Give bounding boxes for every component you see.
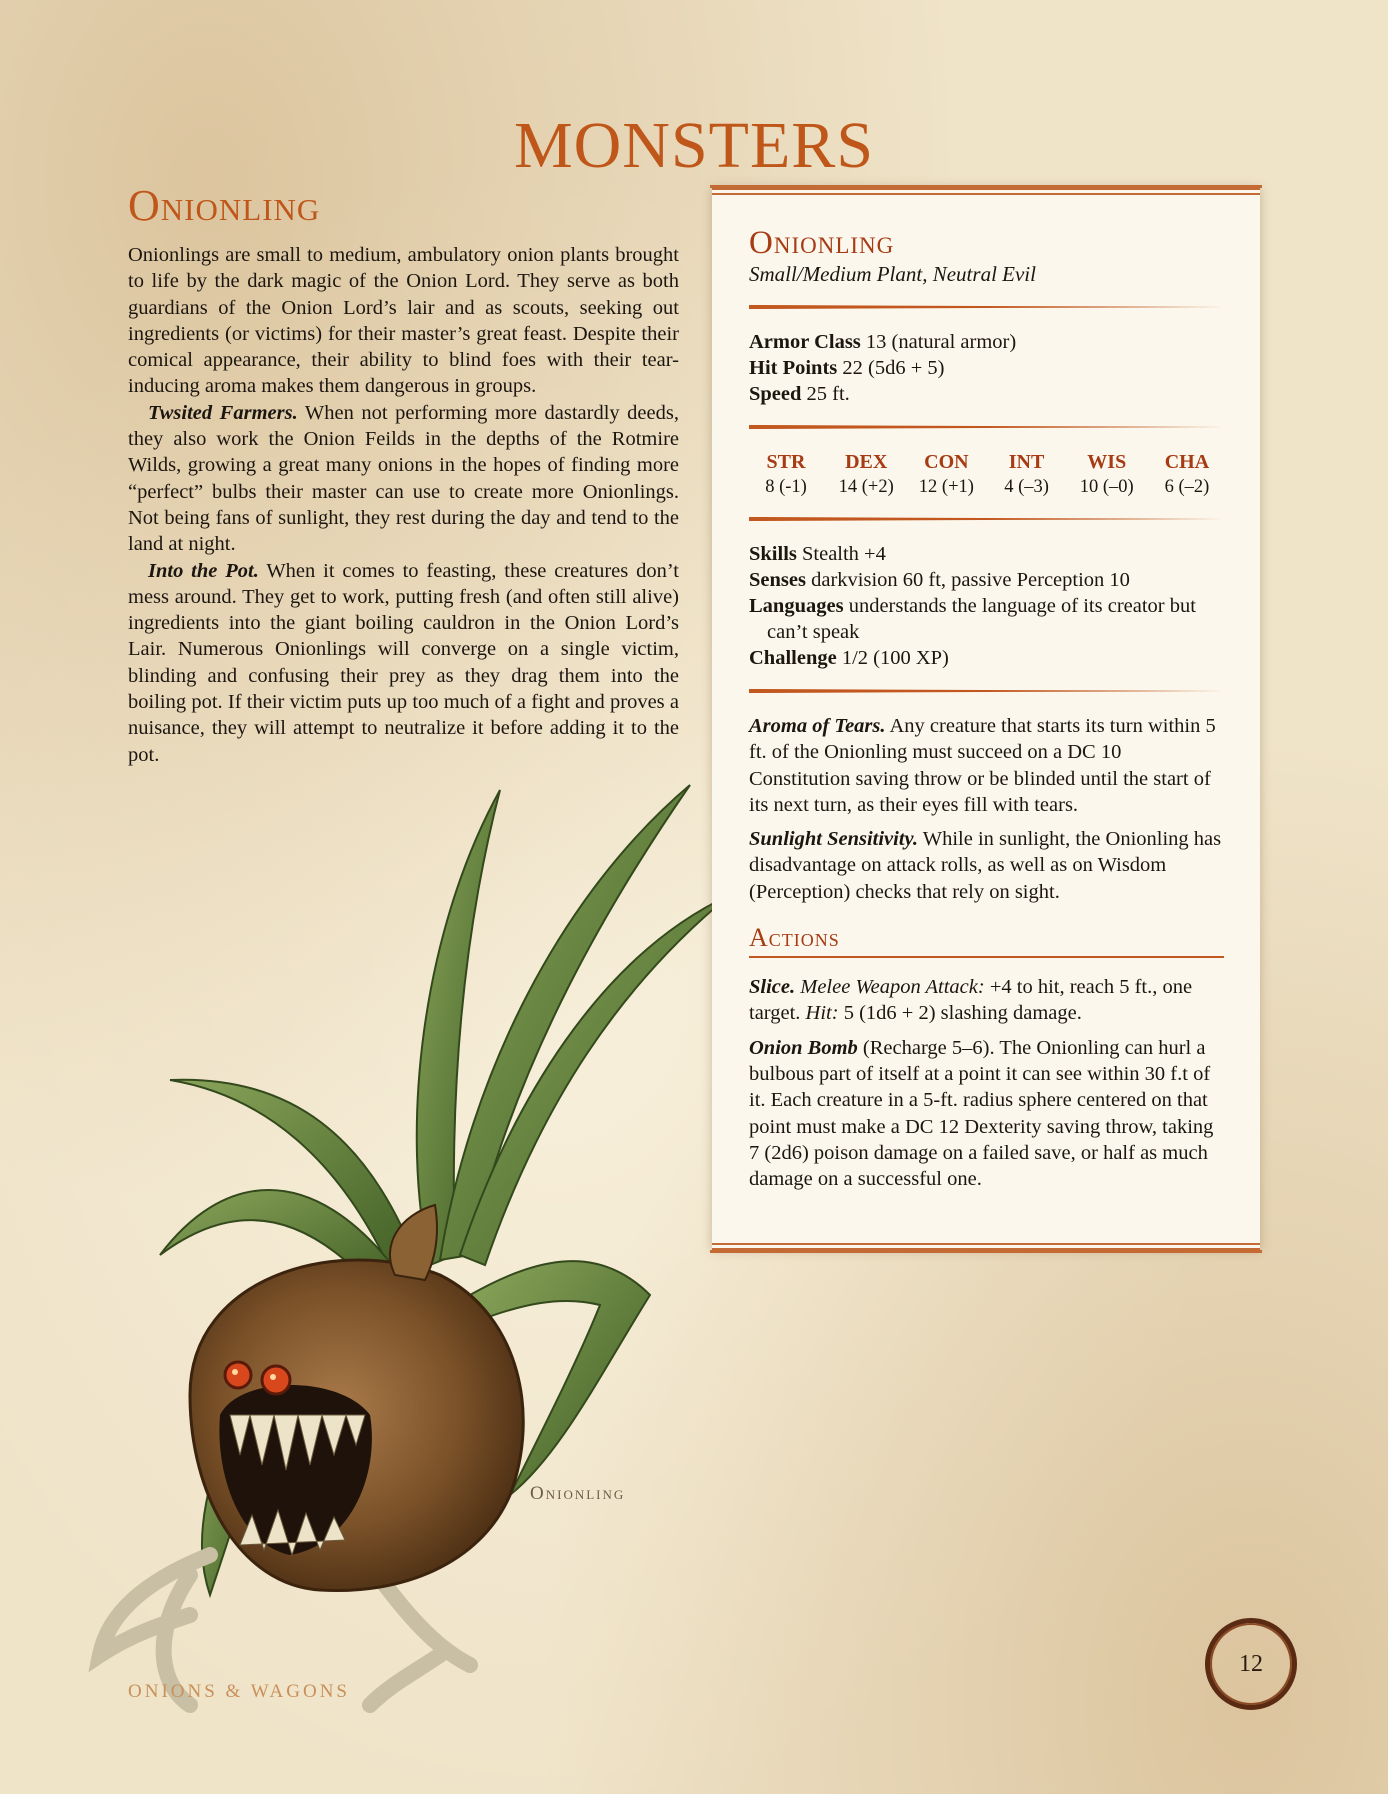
statblock-rule: [749, 689, 1224, 693]
ability-name: DEX: [845, 451, 888, 473]
page-number: 12: [1205, 1618, 1297, 1710]
skills-line: [749, 541, 1224, 567]
illustration-caption: Onionling: [530, 1483, 626, 1504]
ability-str: [751, 449, 821, 499]
statblock-rule: [749, 425, 1224, 429]
stat-value: 22 (5d6 + 5): [842, 357, 945, 379]
stat-value: darkvision 60 ft, passive Perception 10: [811, 569, 1130, 591]
ability-name: STR: [766, 451, 806, 473]
stat-value: 25 ft.: [806, 383, 850, 405]
section-title: Twsited Farmers.: [148, 401, 298, 424]
stat-value: 13 (natural armor): [865, 331, 1017, 353]
actions-heading: Actions: [749, 923, 1224, 958]
trait-name: Sunlight Sensitivity.: [749, 828, 918, 851]
action-text: +4 to hit, reach 5 ft., one target.: [749, 976, 1193, 1025]
ability-score: 8 (-1): [765, 477, 807, 497]
action-name: Onion Bomb: [749, 1036, 858, 1059]
trait-text: While in sunlight, the Onionling has disadvantage on attack rolls, as well as on Wisdom (Perception) checks that rely on sight.: [749, 828, 1222, 903]
ability-name: INT: [1008, 451, 1045, 473]
ability-int: [992, 449, 1062, 499]
section-twisted-farmers: [128, 400, 679, 558]
onionling-illustration: [40, 775, 740, 1715]
ability-score: 4 (–3): [1004, 477, 1049, 497]
stat-label: Senses: [749, 569, 806, 591]
attack-type: Melee Weapon Attack:: [800, 976, 985, 999]
ability-name: CHA: [1164, 451, 1210, 473]
eye-glint: [270, 1374, 276, 1380]
stat-label: Speed: [749, 383, 802, 405]
armor-class-line: [749, 329, 1224, 355]
trait-sunlight-sensitivity: [749, 826, 1224, 905]
ability-wis: [1072, 449, 1142, 499]
section-text: When not performing more dastardly deeds, they also work the Onion Feilds in the depths of the Rotmire Wilds, growing a great many onions in the hopes of finding more “perfect” bulbs their master can use to create more Onionlings. Not being fans of sunlight, they rest during the day and tend to the land at night.: [128, 401, 679, 556]
intro-paragraph: Onionlings are small to medium, ambulatory onion plants brought to life by the dark magic of the Onion Lord. They serve as both guardians of the Onion Lord’s lair and as scouts, seeking out ingredients (or victims) for their master’s great feast. Despite their comical appearance, their ability to blind foes with their tear-inducing aroma makes them dangerous in groups.: [128, 244, 679, 398]
ability-dex: [831, 449, 901, 499]
eye-shape: [225, 1362, 251, 1388]
action-slice: [749, 974, 1224, 1027]
action-text: 5 (1d6 + 2) slashing damage.: [843, 1002, 1082, 1025]
monster-heading: Onionling: [128, 181, 321, 230]
lore-column: [128, 180, 679, 768]
ability-score: 12 (+1): [918, 477, 974, 497]
senses-line: [749, 567, 1224, 593]
section-title: Into the Pot.: [148, 559, 259, 582]
statblock-rule: [749, 305, 1224, 309]
page-title: MONSTERS: [513, 109, 875, 182]
stat-value: 1/2 (100 XP): [841, 647, 949, 669]
stat-block: [712, 188, 1260, 1250]
ability-name: CON: [924, 451, 969, 473]
statblock-rule: [749, 517, 1224, 521]
ability-cha: [1152, 449, 1222, 499]
hit-points-line: [749, 355, 1224, 381]
stat-label: Challenge: [749, 647, 837, 669]
action-name: Slice.: [749, 976, 796, 999]
section-text: When it comes to feasting, these creatures don’t mess around. They get to work, putting fresh (and often still alive) ingredients into the giant boiling cauldron in the Onion Lord’s Lair. Numerous Onionlings will converge on a single victim, blinding and confusing their prey as they drag them into the boiling pot. If their victim puts up too much of a fight and proves a nuisance, they will attempt to neutralize it before adding it to the pot.: [128, 559, 679, 766]
stat-label: Armor Class: [749, 331, 861, 353]
leaf-shape: [170, 1080, 420, 1280]
ability-score: 6 (–2): [1164, 477, 1210, 497]
statblock-name: Onionling: [749, 225, 895, 261]
stat-value: Stealth +4: [802, 543, 886, 565]
action-onion-bomb: [749, 1035, 1224, 1193]
trait-text: Any creature that starts its turn within 5 ft. of the Onionling must succeed on a DC 10 Constitution saving throw or be blinded until the start of its next turn, as their eyes fill with tears.: [749, 715, 1216, 816]
trait-name: Aroma of Tears.: [749, 715, 886, 737]
statblock-type: Small/Medium Plant, Neutral Evil: [749, 262, 1036, 286]
stat-label: Skills: [749, 543, 797, 565]
section-into-the-pot: [128, 558, 679, 768]
ability-name: WIS: [1087, 451, 1127, 473]
stat-value: understands the language of its creator but can’t speak: [767, 595, 1196, 643]
action-text: (Recharge 5–6). The Onionling can hurl a bulbous part of itself at a point it can see within 30 f.t of it. Each creature in a 5-ft. radius sphere centered on that point must make a DC 12 Dexterity saving throw, taking 7 (2d6) poison damage on a failed save, or half as much damage on a successful one.: [749, 1036, 1214, 1191]
stat-label: Languages: [749, 595, 844, 617]
hit-label: Hit:: [805, 1002, 839, 1025]
ability-con: [911, 449, 981, 499]
stat-label: Hit Points: [749, 357, 838, 379]
trait-aroma-of-tears: [749, 713, 1224, 818]
book-footer: ONIONS & WAGONS: [128, 1681, 350, 1702]
challenge-line: [749, 645, 1224, 671]
ability-scores: [749, 449, 1224, 499]
eye-shape: [262, 1366, 290, 1394]
speed-line: [749, 381, 1224, 407]
ability-score: 10 (–0): [1079, 477, 1134, 497]
ability-score: 14 (+2): [838, 477, 894, 497]
languages-line: [749, 593, 1224, 645]
eye-glint: [232, 1369, 238, 1375]
